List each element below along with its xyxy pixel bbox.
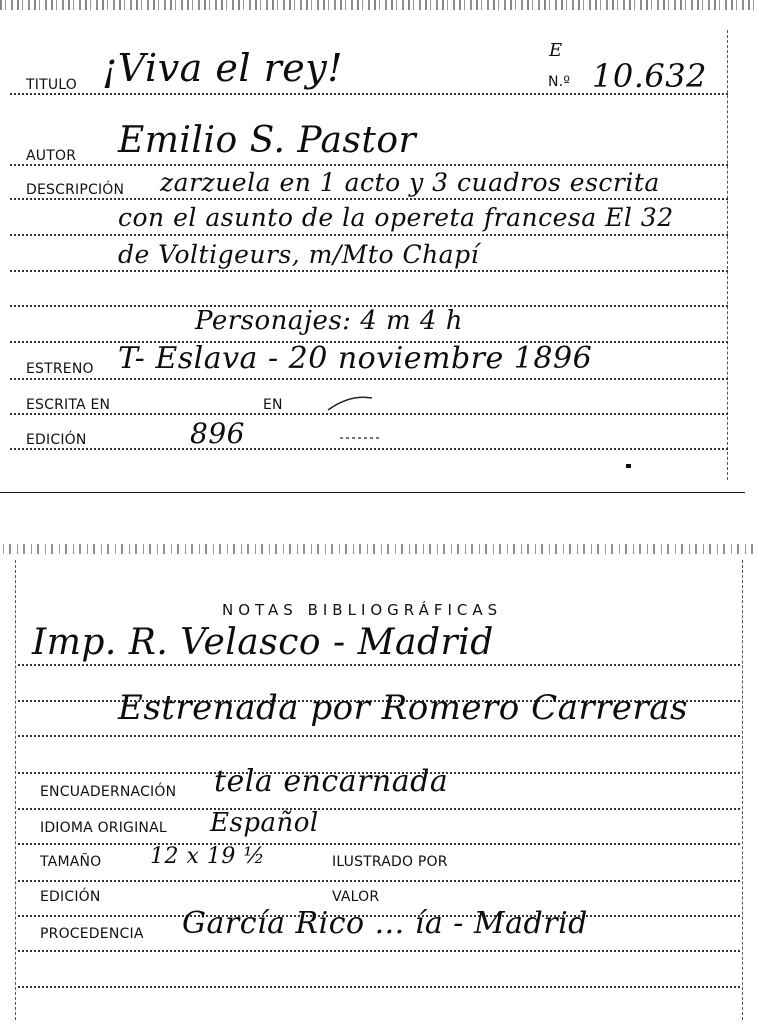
encuadernacion-value: tela encarnada xyxy=(214,764,449,799)
card-top-edge xyxy=(0,0,759,10)
ruled-line xyxy=(10,270,728,272)
personajes-value: Personajes: 4 m 4 h xyxy=(195,306,463,336)
encuadernacion-label: ENCUADERNACIÓN xyxy=(40,784,177,800)
numero-label: N.º xyxy=(548,74,571,90)
card-right-margin xyxy=(742,560,743,1020)
procedencia-label: PROCEDENCIA xyxy=(40,926,144,942)
autor-label: AUTOR xyxy=(26,148,77,164)
numero-prefix: E xyxy=(549,40,563,61)
procedencia-value: García Rico ... ía - Madrid xyxy=(182,906,588,941)
catalog-card-bottom xyxy=(0,540,759,1028)
titulo-label: TITULO xyxy=(26,77,77,93)
numero-value: 10.632 xyxy=(592,57,707,95)
titulo-value: ¡Viva el rey! xyxy=(102,46,344,90)
ruled-line xyxy=(18,950,740,952)
ink-smudge-mark xyxy=(320,388,390,444)
card-bottom-edge xyxy=(0,544,759,554)
estreno-label: ESTRENO xyxy=(26,361,94,377)
ruled-line xyxy=(18,880,740,882)
edicion-value: 896 xyxy=(190,417,245,450)
ruled-line xyxy=(10,164,728,166)
autor-value: Emilio S. Pastor xyxy=(118,120,417,161)
ruled-line xyxy=(18,986,740,988)
ruled-line xyxy=(18,664,740,666)
idioma-original-label: IDIOMA ORIGINAL xyxy=(40,820,167,836)
edicion-label: EDICIÓN xyxy=(26,432,87,448)
estreno-value: T- Eslava - 20 noviembre 1896 xyxy=(118,341,593,376)
ruled-line xyxy=(18,843,740,845)
ilustrado-por-label: ILUSTRADO POR xyxy=(332,854,448,870)
nota-imprenta: Imp. R. Velasco - Madrid xyxy=(32,622,494,663)
descripcion-label: DESCRIPCIÓN xyxy=(26,182,125,198)
ruled-line xyxy=(18,735,740,737)
tamano-value: 12 x 19 ½ xyxy=(150,844,266,869)
catalog-card-top xyxy=(0,0,759,492)
nota-estreno: Estrenada por Romero Carreras xyxy=(118,688,688,728)
descripcion-line-1: zarzuela en 1 acto y 3 cuadros escrita xyxy=(160,168,660,197)
ruled-line xyxy=(10,448,728,450)
ruled-line xyxy=(18,808,740,810)
tamano-label: TAMAÑO xyxy=(40,854,102,870)
escrita-en-label: ESCRITA EN xyxy=(26,397,111,413)
card-left-margin xyxy=(15,560,16,1020)
descripcion-line-2: con el asunto de la opereta francesa El 32 xyxy=(118,203,674,232)
ink-dot xyxy=(626,464,631,468)
ruled-line xyxy=(10,234,728,236)
notas-bibliograficas-heading: NOTAS BIBLIOGRÁFICAS xyxy=(222,601,503,619)
idioma-original-value: Español xyxy=(210,808,319,838)
descripcion-line-3: de Voltigeurs, m/Mto Chapí xyxy=(118,240,480,269)
card-separator-line xyxy=(0,492,745,493)
ruled-line xyxy=(10,198,728,200)
en-label: EN xyxy=(263,397,283,413)
edicion-label: EDICIÓN xyxy=(40,889,101,905)
valor-label: VALOR xyxy=(332,889,380,905)
ruled-line xyxy=(10,378,728,380)
